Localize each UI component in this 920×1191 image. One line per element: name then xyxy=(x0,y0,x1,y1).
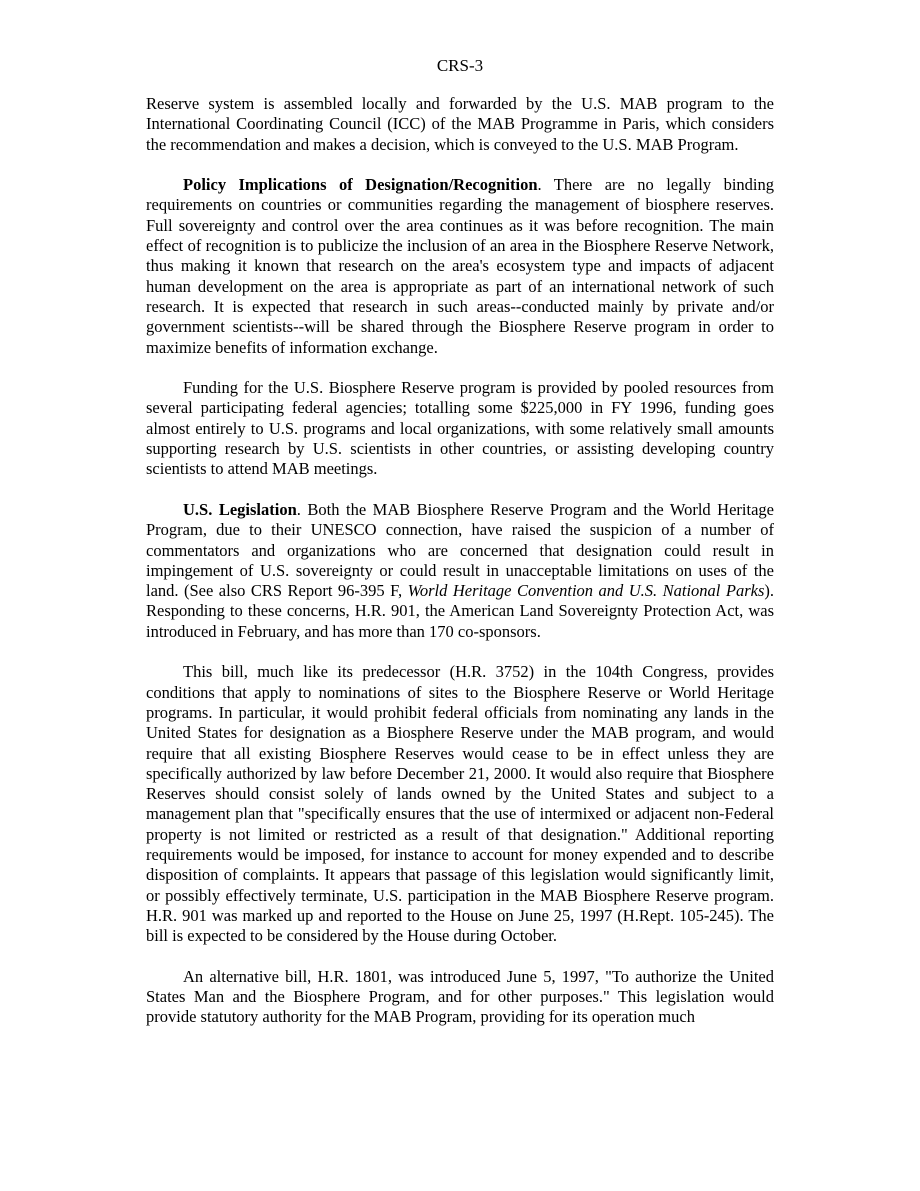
paragraph-policy-text: . There are no legally binding requirements on countries or communities regarding the management of biosphere reserves. Full sovereignty and control over the area continues as it was before recognition. The main effect of recognition is to publicize the inclusion of an area in the Biosphere Reserve Network, thus making it known that research on the area's ecosystem type and impacts of adjacent human development on the area is appropriate as part of an international network of such research. It is expected that research in such areas--conducted mainly by private and/or government scientists--will be shared through the Biosphere Reserve program in order to maximize benefits of information exchange. xyxy=(146,175,774,357)
document-body xyxy=(146,94,774,1048)
paragraph-us-legislation xyxy=(146,500,774,642)
page-number-header: CRS-3 xyxy=(436,56,484,75)
paragraph-policy-implications xyxy=(146,175,774,358)
paragraph-hr1801-bill: An alternative bill, H.R. 1801, was introduced June 5, 1997, "To authorize the United States Man and the Biosphere Program, and for other purposes." This legislation would provide statutory authority for the MAB Program, providing for its operation much xyxy=(146,966,774,1027)
paragraph-reserve-system: Reserve system is assembled locally and forwarded by the U.S. MAB program to the International Coordinating Council (ICC) of the MAB Programme in Paris, which considers the recommendation and makes a decision, which is conveyed to the U.S. MAB Program. xyxy=(146,94,774,154)
paragraph-funding: Funding for the U.S. Biosphere Reserve program is provided by pooled resources from several participating federal agencies; totalling some $225,000 in FY 1996, funding goes almost entirely to U.S. programs and local organizations, with some relatively small amounts supporting research by U.S. scientists in other countries, or assisting developing country scientists to attend MAB meetings. xyxy=(146,378,774,479)
paragraph-legislation-text-a: . Both the MAB Biosphere Reserve Program and the World Heritage Program, due to their UNESCO connection, have raised the suspicion of a number of commentators and organizations who are concerned that designation could result in impingement of U.S. sovereignty or could result in unacceptable limitations on uses of the land. (See also CRS Report 96-395 F, xyxy=(146,499,774,601)
paragraph-hr901-bill: This bill, much like its predecessor (H.R. 3752) in the 104th Congress, provides conditions that apply to nominations of sites to the Biosphere Reserve or World Heritage programs. In particular, it would prohibit federal officials from nominating any lands in the United States for designation as a Biosphere Reserve under the MAB program, and would require that all existing Biosphere Reserves would cease to be in effect unless they are specifically authorized by law before December 21, 2000. It would also require that Biosphere Reserves should consist solely of lands owned by the United States and subject to a management plan that "specifically ensures that the use of intermixed or adjacent non-Federal property is not limited or restricted as a result of that designation." Additional reporting requirements would be imposed, for instance to account for money expended and to describe disposition of complaints. It appears that passage of this legislation would significantly limit, or possibly effectively terminate, U.S. participation in the MAB Biosphere Reserve program. H.R. 901 was marked up and reported to the House on June 25, 1997 (H.Rept. 105-245). The bill is expected to be considered by the House during October. xyxy=(146,662,774,946)
section-heading-policy-implications: Policy Implications of Designation/Recognition xyxy=(183,175,538,195)
section-heading-us-legislation: U.S. Legislation xyxy=(183,499,297,519)
report-citation-title: World Heritage Convention and U.S. National Parks xyxy=(407,581,765,601)
paragraph-legislation-text-b: ). Responding to these concerns, H.R. 901, the American Land Sovereignty Protection Act, was introduced in February, and has more than 170 co-sponsors. xyxy=(146,581,774,641)
